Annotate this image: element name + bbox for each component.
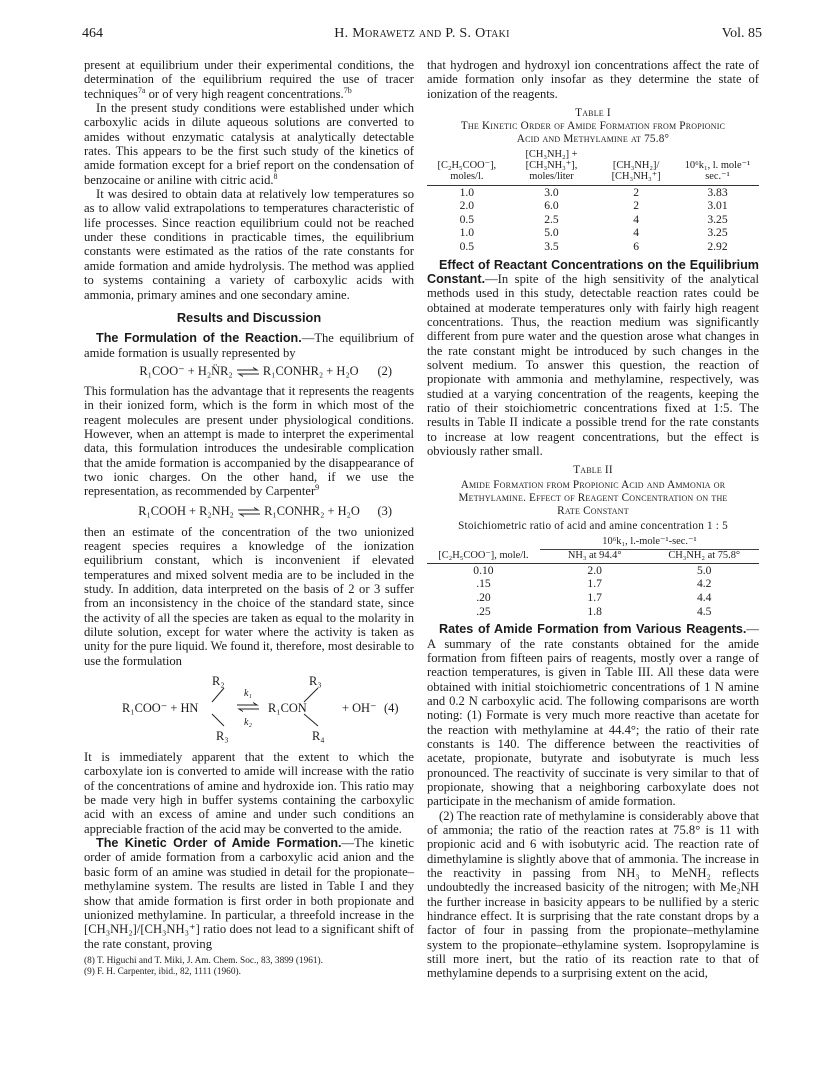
table-row: 2.0 6.0 2 3.01 [459, 199, 728, 213]
equilibrium-arrows-icon [234, 702, 262, 712]
paragraph: present at equilibrium under their experimental conditions, the determination of the equilibrium required the use of tracer techniques$^{7a}$ or of very high reagent concentrations.$^{7b}$ [84, 58, 414, 101]
table-row: 1.0 5.0 4 3.25 [459, 226, 728, 240]
equilibrium-arrows-icon [236, 367, 260, 377]
data-table [427, 149, 759, 254]
paragraph: that hydrogen and hydroxyl ion concentrations affect the rate of amide formation only insofar as they determine the state of ionization of the reagents. [427, 58, 759, 101]
table-label: Table II [573, 464, 613, 477]
table-row: 0.10 2.0 5.0 [473, 563, 712, 577]
table-title: The Kinetic Order of Amide Formation from Propionic [460, 120, 726, 133]
equilibrium-arrows-icon [237, 507, 261, 517]
column-header: CH₃NH₂ at 75.8° [668, 549, 741, 561]
page-number: 464 [82, 26, 103, 41]
run-in-heading: The Kinetic Order of Amide Formation. [96, 836, 342, 851]
column-header: [CH₃NH₂] + [CH₃NH₃⁺], moles/liter [525, 149, 578, 183]
footnote: (9) F. H. Carpenter, ibid., 82, 1111 (1960). [84, 967, 241, 978]
table-title: Methylamine. Effect of Reagent Concentration on the [458, 492, 728, 505]
table-row: 1.0 3.0 2 3.83 [459, 185, 728, 199]
column-header: NH₃ at 94.4° [567, 549, 622, 561]
table-row: 0.5 3.5 6 2.92 [459, 240, 728, 254]
table-row: .20 1.7 4.4 [476, 591, 712, 605]
equation-2: R₁COO⁻ + H₂N̈R₂ R₁CONHR₂ + H₂O (2) [139, 363, 392, 378]
right-column [427, 58, 759, 981]
run-in-heading: Effect of Reactant Concentrations on the Equilibrium Constant. [427, 257, 759, 286]
run-in-heading: Rates of Amide Formation from Various Reagents. [439, 622, 747, 637]
table-row: .25 1.8 4.5 [476, 604, 712, 618]
column-header: 10⁶k₁, l. mole⁻¹ sec.⁻¹ [684, 160, 751, 183]
paragraph: It was desired to obtain data at relatively low temperatures so as to allow valid extrapolations to temperatures characteristic of life processes. Since reaction equilibrium could not be reached under these conditions in practicable times, the equilibrium constants were estimated as the ratios of the rate constants for amide formation and amide hydrolysis. The method was applied to systems containing a variety of carboxylic acids with ammonia, primary amines and one secondary amine. [84, 187, 414, 302]
table-2 [427, 464, 759, 618]
data-table [427, 536, 759, 618]
paragraph: then an estimate of the concentration of the two unionized reagent species requires a knowledge of the ionization equilibrium constant, which is inconvenient if elevated temperatures and mixed solvent media are to be included in the study. In addition, data interpreted on the basis of 2 or 3 suffer from an inconsistency in the choice of the standard state, since the activity of all the species are taken as equal to the molarity in dilute solution, except for water where the activity is taken as unity for the pure liquid. We found it, therefore, most desirable to use the formulation [84, 524, 414, 668]
table-subtitle: Stoichiometric ratio of acid and amine concentration 1 : 5 [458, 520, 728, 533]
table-title: Amide Formation from Propionic Acid and Ammonia or [460, 479, 726, 492]
running-header [82, 26, 762, 46]
paragraph: Effect of Reactant Concentrations on the Equilibrium Constant.—In spite of the high sensitivity of the analytical methods used in this study, detectable reaction rates could be obtained at moderate temperatures only with fairly high reagent concentrations. Thus, the reaction medium was significantly different from pure water and the question arose what changes in the rate constant might be introduced by such changes in the solvent medium. To answer this question, the reaction of propionate with ammonia and methylamine, respectively, was studied at a varying concentration of the reagents, keeping the ratio of their stoichiometric concentrations fixed at 1:5. The results in Table II indicate a possible trend for the rate constants to increase at low reagent concentrations, but the effect is obviously rather small. [427, 257, 759, 459]
paragraph: The Formulation of the Reaction.—The equilibrium of amide formation is usually represented by [84, 331, 414, 360]
table-row: .15 1.7 4.2 [476, 577, 712, 591]
table-label: Table I [575, 107, 611, 120]
column-group-header: 10⁶k₁, l.-mole⁻¹-sec.⁻¹ [540, 536, 759, 549]
column-header: [C₂H₅COO⁻], mole/l. [438, 549, 529, 561]
paragraph: (2) The reaction rate of methylamine is considerably above that of ammonia; the ratio of the reaction rates at 75.8° is 11 with propionic acid and 6 with isobutyric acid. The reaction rate of dimethylamine is slightly above that of ammonia. The increase in the reactivity in passing from NH₃ to MeNH₂ reflects undoubtedly the increased basicity of the nitrogen; with Me₂NH the further increase in basicity appears to be nullified by a steric hindrance effect. It is surprising that the rate constant drops by a factor of four in passing from the propionate–methylamine system to the propionate–ethylamine system. Isopropylamine is still more inert, but the ratio of its reaction rate to that of methylamine depends to a surprising extent on the acid, [427, 808, 759, 981]
table-row: 0.5 2.5 4 3.25 [459, 212, 728, 226]
column-header: [CH₃NH₂]/ [CH₃NH₃⁺] [611, 160, 661, 183]
paragraph: The Kinetic Order of Amide Formation.—The kinetic order of amide formation from a carboxylic acid anion and the basic form of an amine was studied in detail for the propionate–methylamine system. The results are listed in Table I and they show that amide formation is first order in both propionate and unionized methylamine. In particular, a threefold increase in the [CH₃NH₂]/[CH₃NH₃⁺] ratio does not lead to a significant shift of the rate constant, proving [84, 836, 415, 951]
left-column [84, 58, 414, 979]
footnotes [84, 956, 414, 979]
table-title: Rate Constant [557, 505, 629, 518]
column-header: [C₂H₅COO⁻], moles/l. [437, 160, 497, 183]
bond-lines-icon [200, 686, 330, 728]
footnote: (8) T. Higuchi and T. Miki, J. Am. Chem. Soc., 83, 3899 (1961). [84, 955, 323, 966]
volume-label: Vol. 85 [721, 26, 762, 41]
paragraph: In the present study conditions were established under which carboxylic acids in dilute aqueous solutions are converted to amides without enzymatic catalysis at analytically detectable rates. This appears to be the first such study of the kinetics of amide formation except for a brief report on the condensation of benzocaine or aniline with citric acid.$^8$ [84, 101, 414, 187]
run-in-heading: The Formulation of the Reaction. [96, 331, 302, 346]
equation-4: R₂ R₃ R₁COO⁻ + HN k₁ k₂ R₁CON + OH⁻ (4) R₃ R₄ [122, 674, 399, 744]
paragraph: Rates of Amide Formation from Various Reagents.—A summary of the rate constants obtained for the amide formation from fifteen pairs of reagents, mostly over a range of reaction temperatures, is given in Table III. All these data were obtained with initial stoichiometric concentrations of 1 N amine and 0.2 N carboxylic acid. The following comparisons are worth noting: (1) Formate is very much more reactive than acetate for the reaction with methylamine at 44.4°; the ratio of their rate constants is 140. The difference between the reactivities of acetate, propionate, butyrate and isobutyrate is much less pronounced. The reactivity of succinate is very similar to that of propionate, showing that a neighboring carboxylate does not participate in the mechanism of amide formation. [427, 622, 759, 809]
paragraph: It is immediately apparent that the extent to which the carboxylate ion is converted to amide will increase with the ratio of the concentrations of amine and hydroxide ion. This ratio may be made very high in buffer systems containing the carboxylic acid with an excess of amine and under such conditions an appreciable fraction of the acid may be converted to the amide. [84, 750, 414, 836]
equation-3: R₁COOH + R₂NH₂ R₁CONHR₂ + H₂O (3) [138, 503, 392, 518]
table-1 [427, 107, 759, 254]
paragraph: This formulation has the advantage that it represents the reagents in their ionized form, which is the form in which most of the reagent molecules are present under physiological conditions. However, when an attempt is made to interpret the experimental data, this formulation introduces the undesirable complication that the amide formation is accompanied by the disappearance of two ionic charges. On the other hand, if we use the representation, as recommended by Carpenter$^9$ [84, 383, 414, 499]
section-heading: Results and Discussion [176, 309, 322, 325]
running-title: H. Morawetz and P. S. Otaki [334, 26, 510, 41]
table-title: Acid and Methylamine at 75.8° [516, 133, 670, 146]
